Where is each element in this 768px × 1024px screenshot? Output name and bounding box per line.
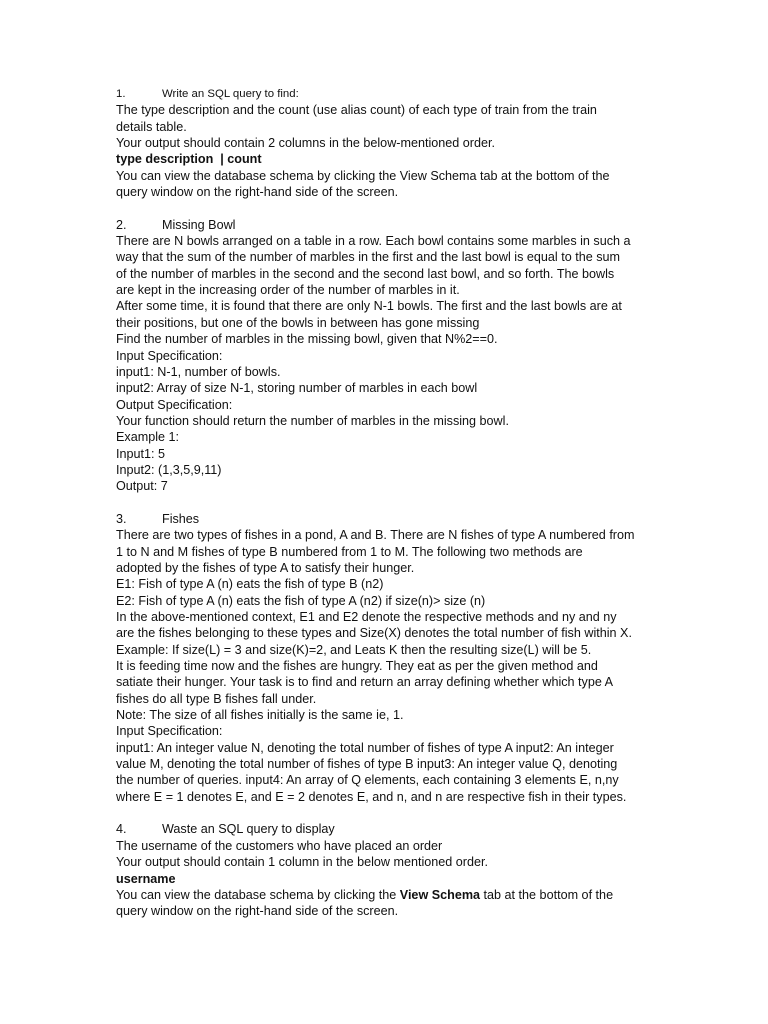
question-2-text-line: After some time, it is found that there are only N-1 bowls. The first and the last bowls are at: [116, 299, 622, 314]
question-2-text-line: Input2: (1,3,5,9,11): [116, 462, 222, 477]
question-3-heading: [116, 511, 656, 527]
question-2-text-line: input2: Array of size N-1, storing number of marbles in each bowl: [116, 381, 478, 396]
question-2-text-line: are kept in the increasing order of the number of marbles in it.: [116, 283, 460, 298]
view-schema-label: View Schema: [399, 887, 481, 902]
question-2-text-line: Output: 7: [116, 479, 168, 494]
paragraph-spacer: [116, 495, 656, 511]
question-1-title: Write an SQL query to find:: [162, 88, 299, 100]
question-4-schema-line: query window on the right-hand side of the screen.: [116, 904, 399, 919]
question-3-text-line: where E = 1 denotes E, and E = 2 denotes E, and n, and n are respective fish in their types.: [116, 789, 627, 804]
question-1-heading: [116, 86, 656, 102]
question-3-text-line: Example: If size(L) = 3 and size(K)=2, and Leats K then the resulting size(L) will be 5.: [116, 642, 592, 657]
schema-text-before: You can view the database schema by clicking the: [116, 887, 400, 902]
question-3-text-line: Note: The size of all fishes initially is the same ie, 1.: [116, 708, 404, 723]
question-4-text-line: The username of the customers who have placed an order: [116, 838, 443, 853]
question-2-title: Missing Bowl: [162, 217, 236, 232]
question-4-heading: [116, 821, 656, 837]
question-4: [116, 821, 656, 919]
question-1-text-line: The type description and the count (use alias count) of each type of train from the train: [116, 103, 597, 118]
question-3-text-line: fishes do all type B fishes fall under.: [116, 691, 317, 706]
question-2: [116, 217, 656, 495]
question-1: [116, 86, 656, 200]
question-3-text-line: the number of queries. input4: An array of Q elements, each containing 3 elements E, n,ny: [116, 773, 619, 788]
question-2-text-line: There are N bowls arranged on a table in a row. Each bowl contains some marbles in such a: [116, 234, 631, 249]
question-2-text-line: way that the sum of the number of marbles in the first and the last bowl is equal to the sum: [116, 250, 621, 265]
question-3-text-line: 1 to N and M fishes of type B numbered from 1 to M. The following two methods are: [116, 544, 583, 559]
question-2-heading: [116, 217, 656, 233]
question-3-text-line: There are two types of fishes in a pond, A and B. There are N fishes of type A numbered from: [116, 528, 635, 543]
question-4-schema-line: [116, 887, 656, 903]
question-4-number: 4.: [116, 822, 127, 837]
question-2-text-line: Your function should return the number of marbles in the missing bowl.: [116, 413, 509, 428]
question-3-text-line: input1: An integer value N, denoting the total number of fishes of type A input2: An integer: [116, 740, 614, 755]
question-2-text-line: Input Specification:: [116, 348, 223, 363]
question-2-text-line: their positions, but one of the bowls in between has gone missing: [116, 315, 480, 330]
question-3-text-line: In the above-mentioned context, E1 and E2 denote the respective methods and ny and ny: [116, 610, 617, 624]
question-3-text-line: E2: Fish of type A (n) eats the fish of type A (n2) if size(n)> size (n): [116, 593, 486, 608]
question-2-number: 2.: [116, 217, 127, 232]
question-2-text-line: of the number of marbles in the second and the second last bowl, and so forth. The bowls: [116, 266, 615, 281]
question-3-number: 3.: [116, 511, 127, 526]
question-3-text-line: Input Specification:: [116, 724, 223, 739]
question-2-text-line: Output Specification:: [116, 397, 233, 412]
question-4-text-line: Your output should contain 1 column in the below mentioned order.: [116, 855, 489, 870]
question-3-text-line: E1: Fish of type A (n) eats the fish of type B (n2): [116, 577, 384, 592]
schema-text-after: tab at the bottom of the: [480, 887, 614, 902]
paragraph-spacer: [116, 805, 656, 821]
question-1-text-line: Your output should contain 2 columns in the below-mentioned order.: [116, 136, 495, 151]
question-3-title: Fishes: [162, 511, 200, 526]
question-1-columns: type description | count: [116, 152, 262, 167]
document-page: [116, 86, 656, 920]
question-2-text-line: Find the number of marbles in the missing bowl, given that N%2==0.: [116, 332, 498, 347]
question-1-schema-line: query window on the right-hand side of the screen.: [116, 185, 399, 200]
question-1-schema-line: You can view the database schema by clicking the View Schema tab at the bottom of the: [116, 168, 610, 183]
question-4-title: Waste an SQL query to display: [162, 822, 335, 837]
question-2-text-line: input1: N-1, number of bowls.: [116, 364, 281, 379]
question-4-columns: username: [116, 871, 176, 886]
question-2-text-line: Input1: 5: [116, 446, 166, 461]
paragraph-spacer: [116, 200, 656, 216]
question-3-text-line: value M, denoting the total number of fishes of type B input3: An integer value Q, denoting: [116, 757, 618, 772]
question-3: [116, 511, 656, 805]
question-3-text-line: adopted by the fishes of type A to satisfy their hunger.: [116, 560, 415, 575]
question-3-text-line: It is feeding time now and the fishes are hungry. They eat as per the given method and: [116, 659, 598, 674]
question-3-text-line: satiate their hunger. Your task is to find and return an array defining whether which type A: [116, 675, 614, 690]
question-2-text-line: Example 1:: [116, 430, 179, 445]
question-1-number: 1.: [116, 88, 126, 100]
question-3-text-line: are the fishes belonging to these types and Size(X) denotes the total number of fish within X.: [116, 626, 632, 641]
question-1-text-line: details table.: [116, 119, 187, 134]
